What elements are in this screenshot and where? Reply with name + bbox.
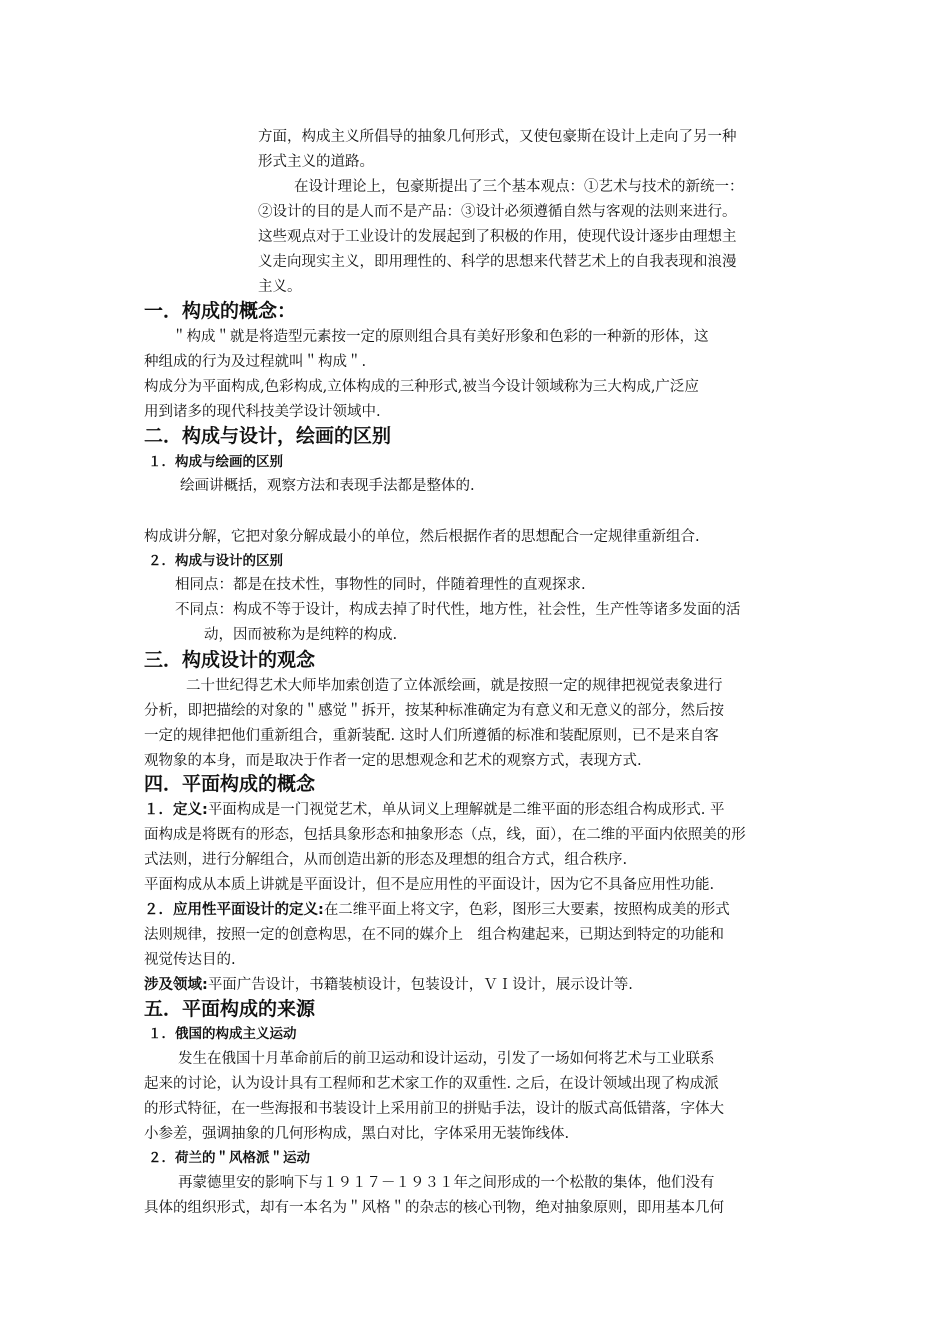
intro-line: 方面，构成主义所倡导的抽象几何形式，又使包豪斯在设计上走向了另一种 <box>258 129 737 145</box>
application-text: 在二维平面上将文字，色彩，图形三大要素，按照构成美的形式 <box>323 902 730 918</box>
paragraph-line: 的形式特征，在一些海报和书装设计上采用前卫的拼贴手法，设计的版式高低错落，字体大 <box>144 1101 724 1117</box>
intro-line: ②设计的目的是人而不是产品：③设计必须遵循自然与客观的法则来进行。 <box>258 204 737 220</box>
subsection-heading: ２．荷兰的＂风格派＂运动 <box>148 1150 310 1166</box>
paragraph-line: 法则规律，按照一定的创意构思，在不同的媒介上 组合构建起来，已期达到特定的功能和 <box>144 927 724 943</box>
paragraph-line: 面构成是将既有的形态，包括具象形态和抽象形态（点，线，面），在二维的平面内依照美的形 <box>144 827 746 843</box>
subsection-heading: ２．构成与设计的区别 <box>148 553 283 569</box>
intro-line: 在设计理论上，包豪斯提出了三个基本观点：①艺术与技术的新统一： <box>294 179 744 195</box>
paragraph-line: 不同点：构成不等于设计，构成去掉了时代性，地方性，社会性，生产性等诸多发面的活 <box>175 602 741 618</box>
paragraph-line: 动，因而被称为是纯粹的构成. <box>204 627 398 643</box>
subsection-heading: １．俄国的构成主义运动 <box>148 1026 297 1042</box>
paragraph-line: 构成讲分解，它把对象分解成最小的单位，然后根据作者的思想配合一定规律重新组合. <box>144 529 700 545</box>
section-heading: 二．构成与设计，绘画的区别 <box>144 425 392 447</box>
paragraph-line: 用到诸多的现代科技美学设计领域中. <box>144 404 381 420</box>
paragraph-line: 一定的规律把他们重新组合，重新装配. 这时人们所遵循的标准和装配原则，已不是来自客 <box>144 728 719 744</box>
section-heading: 三．构成设计的观念 <box>144 649 316 671</box>
paragraph-line: 构成分为平面构成,色彩构成,立体构成的三种形式,被当今设计领域称为三大构成,广泛应 <box>144 379 699 395</box>
definition-text: 平面构成是一门视觉艺术，单从词义上理解就是二维平面的形态组合构成形式. 平 <box>207 802 725 818</box>
paragraph-line: 平面构成从本质上讲就是平面设计，但不是应用性的平面设计，因为它不具备应用性功能. <box>144 877 715 893</box>
intro-line: 义走向现实主义，即用理性的、科学的思想来代替艺术上的自我表现和浪漫 <box>258 254 737 270</box>
paragraph-line <box>144 900 730 920</box>
paragraph-line: 相同点：都是在技术性，事物性的同时，伴随着理性的直观探求. <box>175 577 586 593</box>
paragraph-line: 式法则，进行分解组合，从而创造出新的形态及理想的组合方式，组合秩序. <box>144 852 628 868</box>
field-text: 平面广告设计，书籍装桢设计，包装设计，ＶＩ设计，展示设计等. <box>207 977 633 993</box>
paragraph-line: 观物象的本身，而是取决于作者一定的思想观念和艺术的观察方式，表现方式. <box>144 753 642 769</box>
paragraph-line: 视觉传达目的. <box>144 952 236 968</box>
intro-line: 形式主义的道路。 <box>258 154 374 170</box>
paragraph-line: 二十世纪得艺术大师毕加索创造了立体派绘画，就是按照一定的规律把视觉表象进行 <box>186 678 723 694</box>
paragraph-line: 分析，即把描绘的对象的＂感觉＂拆开，按某种标准确定为有意义和无意义的部分，然后按 <box>144 703 724 719</box>
intro-line: 主义。 <box>258 279 302 295</box>
paragraph-line: 小参差，强调抽象的几何形构成，黑白对比，字体采用无装饰线体. <box>144 1126 570 1142</box>
paragraph-line <box>144 975 633 995</box>
intro-line: 这些观点对于工业设计的发展起到了积极的作用，使现代设计逐步由理想主 <box>258 229 737 245</box>
field-label: 涉及领域: <box>144 977 208 993</box>
paragraph-line: 再蒙德里安的影响下与１９１７－１９３１年之间形成的一个松散的集体，他们没有 <box>178 1175 715 1191</box>
paragraph-line: 具体的组织形式，却有一本名为＂风格＂的杂志的核心刊物，绝对抽象原则，即用基本几何 <box>144 1200 724 1216</box>
paragraph-line <box>144 800 725 820</box>
section-heading: 四．平面构成的概念 <box>144 773 316 795</box>
paragraph-line: 绘画讲概括，观察方法和表现手法都是整体的. <box>180 478 475 494</box>
section-heading: 五．平面构成的来源 <box>144 998 316 1020</box>
paragraph-line: 种组成的行为及过程就叫＂构成＂. <box>144 354 367 370</box>
paragraph-line: 起来的讨论，认为设计具有工程师和艺术家工作的双重性. 之后，在设计领域出现了构成派 <box>144 1076 719 1092</box>
subsection-heading: １．构成与绘画的区别 <box>148 454 283 470</box>
application-label: ２．应用性平面设计的定义: <box>144 902 324 918</box>
section-heading: 一．构成的概念： <box>144 300 297 322</box>
definition-label: １．定义: <box>144 802 208 818</box>
paragraph-line: ＂构成＂就是将造型元素按一定的原则组合具有美好形象和色彩的一种新的形体，这 <box>172 329 709 345</box>
paragraph-line: 发生在俄国十月革命前后的前卫运动和设计运动，引发了一场如何将艺术与工业联系 <box>178 1051 715 1067</box>
